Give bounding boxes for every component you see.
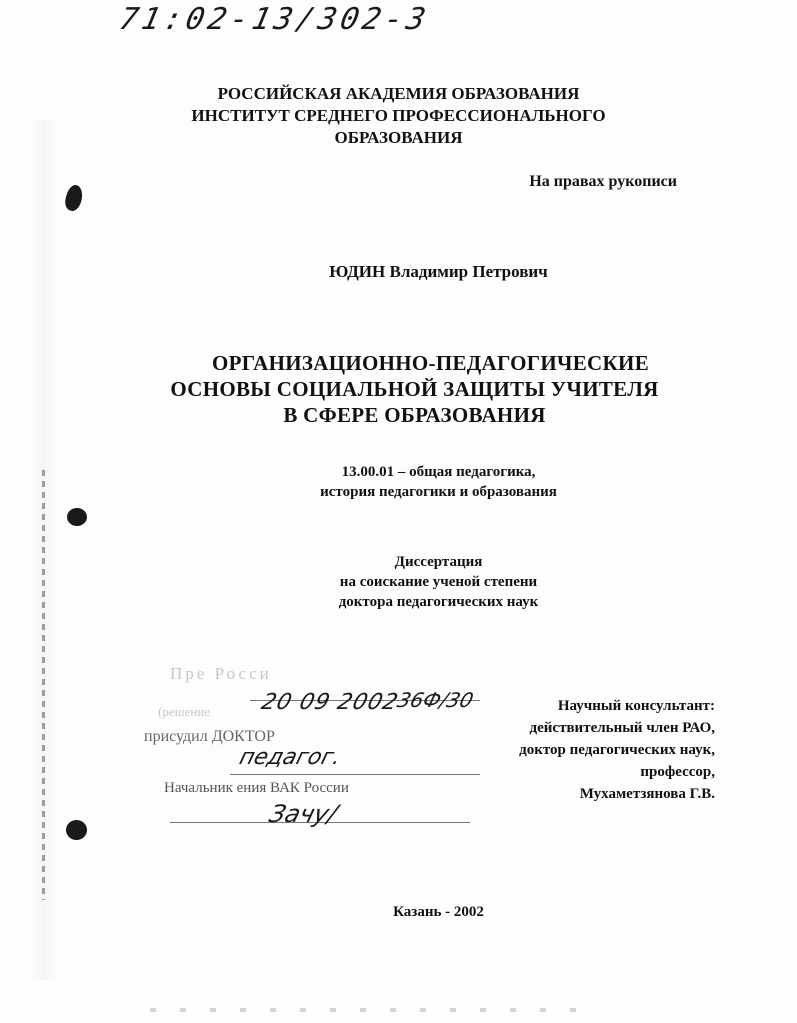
stamp-handwritten-date: 20 09 2002 (258, 690, 402, 715)
specialty-block (0, 462, 797, 502)
organization-line-2: ИНСТИТУТ СРЕДНЕГО ПРОФЕССИОНАЛЬНОГО (191, 106, 606, 125)
degree-block (0, 552, 797, 612)
author-block (0, 262, 797, 282)
organization-line-1: РОССИЙСКАЯ АКАДЕМИЯ ОБРАЗОВАНИЯ (217, 84, 580, 103)
city-year: Казань - 2002 (393, 904, 484, 920)
archive-number: 71:02-13/302-3 (116, 2, 433, 37)
punch-hole-middle (67, 508, 87, 526)
degree-line-1: Диссертация (394, 554, 483, 570)
binding-edge (42, 470, 45, 900)
organization-line-3: ОБРАЗОВАНИЯ (334, 128, 463, 147)
title-line-2: ОСНОВЫ СОЦИАЛЬНОЙ ЗАЩИТЫ УЧИТЕЛЯ (170, 377, 659, 401)
stamp-line-5: Начальник ения ВАК России (164, 780, 349, 796)
stamp-line-1: Пре Росси (170, 664, 272, 683)
title-line-3: В СФЕРЕ ОБРАЗОВАНИЯ (283, 403, 546, 427)
degree-line-2: на соискание ученой степени (339, 574, 538, 590)
stamp-handwritten-field: педагог. (236, 745, 344, 770)
stamp-line-3: присудил ДОКТОР (144, 728, 275, 745)
dissertation-title (0, 350, 797, 428)
punch-hole-bottom (66, 820, 87, 840)
title-line-1: ОРГАНИЗАЦИОННО-ПЕДАГОГИЧЕСКИЕ (212, 351, 649, 375)
specialty-line-1: 13.00.01 – общая педагогика, (341, 464, 536, 480)
degree-line-3: доктора педагогических наук (338, 594, 539, 610)
organization-block (0, 83, 797, 149)
consultant-line-5: Мухаметзянова Г.В. (579, 786, 715, 802)
stamp-handwritten-number: 36Ф/30 (394, 688, 477, 712)
consultant-line-4: профессор, (640, 764, 715, 780)
stamp-signature: Зачу/ (266, 800, 341, 828)
stamp-rule-2 (230, 774, 480, 775)
city-year-block (0, 904, 797, 921)
consultant-block (519, 695, 715, 805)
manuscript-note: На правах рукописи (529, 173, 677, 190)
consultant-line-2: действительный член РАО, (529, 720, 715, 736)
consultant-line-3: доктор педагогических наук, (519, 742, 715, 758)
author-name: ЮДИН Владимир Петрович (329, 262, 548, 281)
stamp-line-2: (решение (158, 704, 211, 719)
specialty-line-2: история педагогики и образования (320, 484, 557, 500)
punch-hole-top (62, 183, 86, 213)
consultant-line-1: Научный консультант: (557, 698, 715, 714)
scan-artifact (150, 1008, 600, 1012)
